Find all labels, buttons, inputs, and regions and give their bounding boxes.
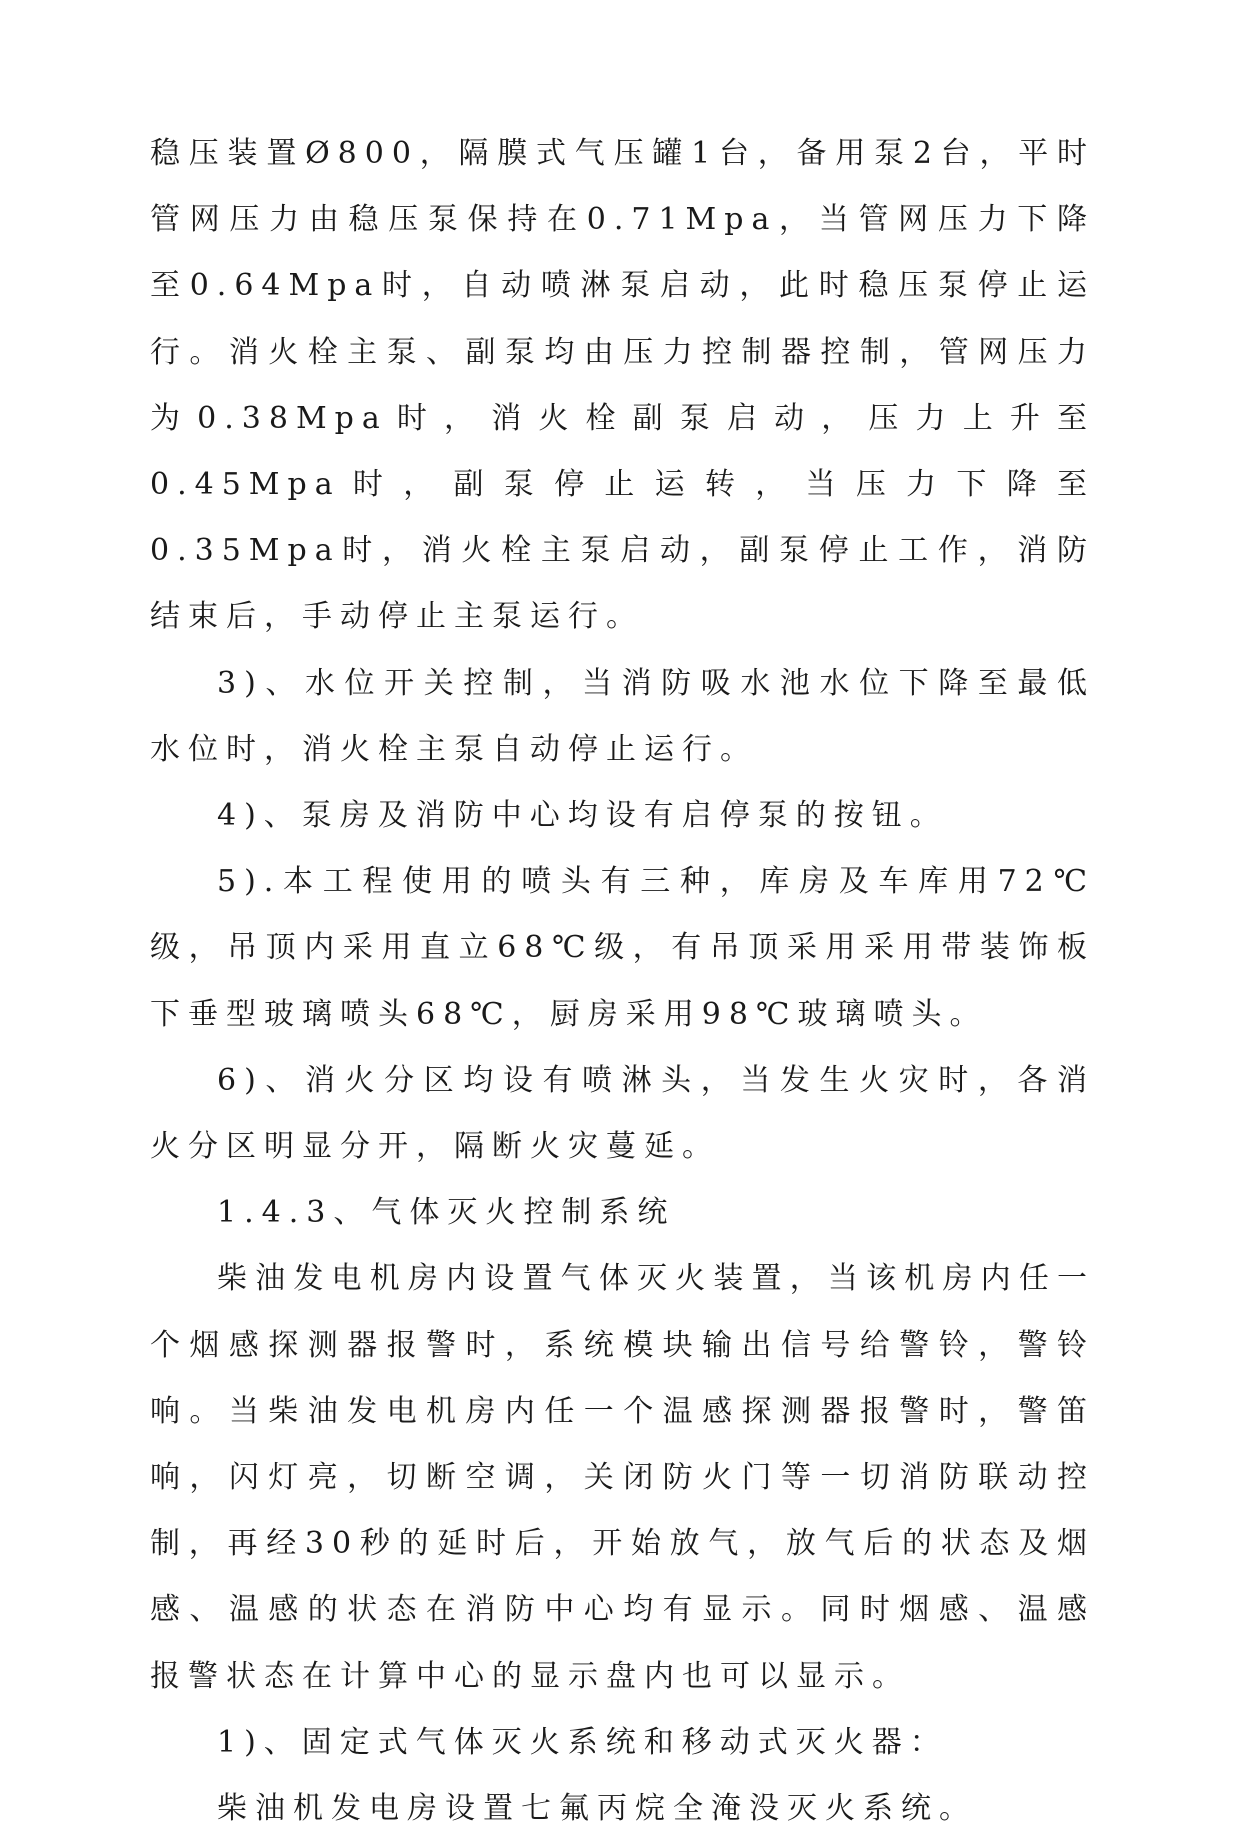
section-heading-gas-extinguishing: 1.4.3、气体灭火控制系统: [217, 1195, 676, 1231]
paragraph-pump-buttons: 4)、泵房及消防中心均设有启停泵的按钮。: [217, 798, 948, 834]
paragraph-sprinkler-heads: 5).本工程使用的喷头有三种，库房及车库用72℃级，吊顶内采用直立68℃级，有吊顶采用采用带装饰板下垂型玻璃喷头68℃，厨房采用98℃玻璃喷头。: [150, 864, 1095, 1032]
paragraph-gas-extinguishing-description: 柴油发电机房内设置气体灭火装置，当该机房内任一个烟感探测器报警时，系统模块输出信号给警铃，警铃响。当柴油发电机房内任一个温感探测器报警时，警笛响，闪灯亮，切断空调，关闭防火门等一切消防联动控制，再经30秒的延时后，开始放气，放气后的状态及烟感、温感的状态在消防中心均有显示。同时烟感、温感报警状态在计算中心的显示盘内也可以显示。: [150, 1261, 1095, 1694]
paragraph-fixed-and-portable-systems: 1)、固定式气体灭火系统和移动式灭火器：: [217, 1724, 948, 1760]
paragraph-fire-zones: 6)、消火分区均设有喷淋头，当发生火灾时，各消火分区明显分开，隔断火灾蔓延。: [150, 1062, 1095, 1165]
paragraph-heptafluoropropane-system: 柴油机发电房设置七氟丙烷全淹没灭火系统。: [217, 1791, 977, 1827]
document-page: [150, 121, 1095, 1842]
paragraph-pressure-control: 稳压装置Ø800，隔膜式气压罐1台，备用泵2台，平时管网压力由稳压泵保持在0.71Mpa，当管网压力下降至0.64Mpa时，自动喷淋泵启动，此时稳压泵停止运行。消火栓主泵、副泵均由压力控制器控制，管网压力为0.38Mpa时，消火栓副泵启动，压力上升至0.45Mpa时，副泵停止运转，当压力下降至0.35Mpa时，消火栓主泵启动，副泵停止工作，消防结束后，手动停止主泵运行。: [150, 136, 1095, 635]
paragraph-water-level-switch: 3)、水位开关控制，当消防吸水池水位下降至最低水位时，消火栓主泵自动停止运行。: [150, 665, 1095, 767]
